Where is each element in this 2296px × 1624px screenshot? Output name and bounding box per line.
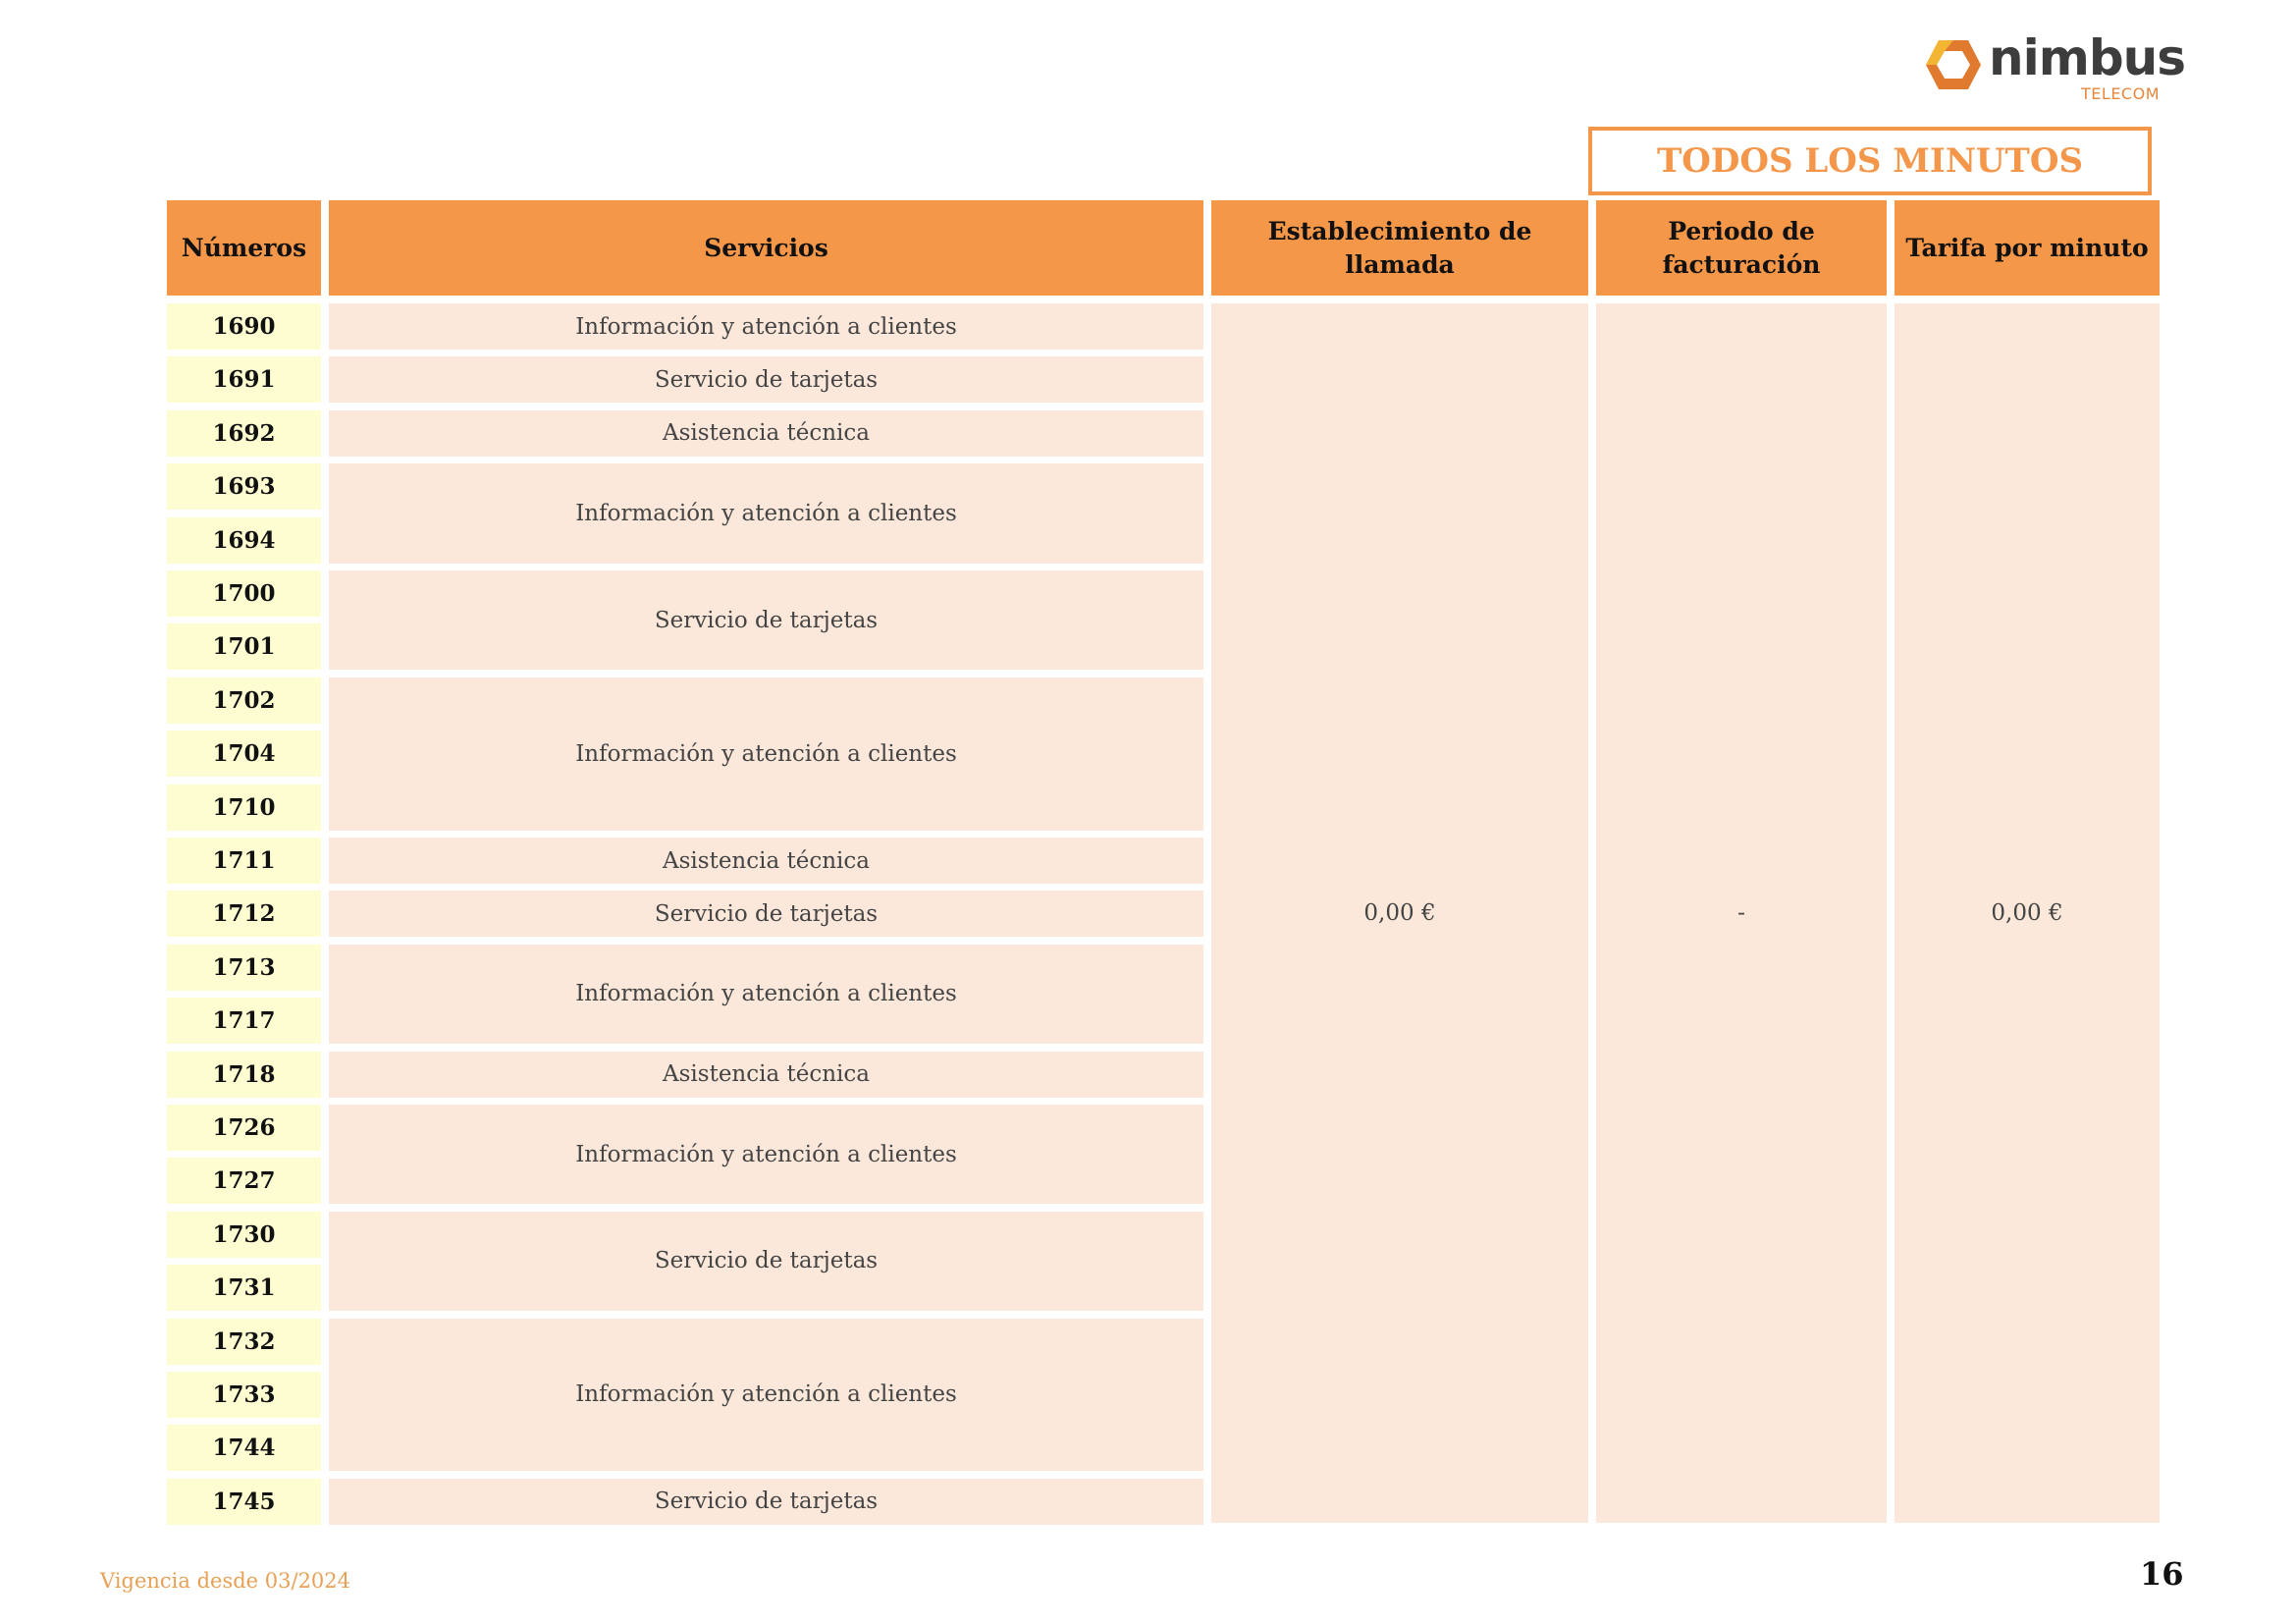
service-cell: Información y atención a clientes xyxy=(329,463,1203,563)
service-cell: Servicio de tarjetas xyxy=(329,1212,1203,1311)
number-cell: 1730 xyxy=(167,1212,321,1258)
number-cell: 1711 xyxy=(167,838,321,884)
service-cell: Información y atención a clientes xyxy=(329,945,1203,1044)
header-establecimiento: Establecimiento de llamada xyxy=(1211,200,1588,296)
logo-sub-text: TELECOM xyxy=(2081,84,2160,103)
number-cell: 1700 xyxy=(167,570,321,617)
rate-banner: TODOS LOS MINUTOS xyxy=(1588,127,2152,195)
number-cell: 1710 xyxy=(167,785,321,831)
service-cell: Asistencia técnica xyxy=(329,1052,1203,1098)
logo-brand-text: nimbus xyxy=(1989,29,2185,86)
service-cell: Asistencia técnica xyxy=(329,838,1203,884)
header-periodo: Periodo de facturación xyxy=(1596,200,1887,296)
number-cell: 1712 xyxy=(167,891,321,937)
number-cell: 1727 xyxy=(167,1158,321,1204)
hexagon-logo-icon xyxy=(1924,37,1983,92)
number-cell: 1690 xyxy=(167,303,321,350)
vigencia-note: Vigencia desde 03/2024 xyxy=(100,1569,351,1593)
number-cell: 1717 xyxy=(167,998,321,1044)
number-cell: 1694 xyxy=(167,517,321,564)
establecimiento-value: 0,00 € xyxy=(1211,303,1588,1523)
service-cell: Información y atención a clientes xyxy=(329,677,1203,831)
number-cell: 1733 xyxy=(167,1372,321,1418)
service-cell: Información y atención a clientes xyxy=(329,1319,1203,1472)
number-cell: 1702 xyxy=(167,677,321,724)
number-cell: 1745 xyxy=(167,1479,321,1525)
service-cell: Servicio de tarjetas xyxy=(329,356,1203,403)
page-number: 16 xyxy=(2140,1555,2184,1593)
number-cell: 1693 xyxy=(167,463,321,510)
company-logo xyxy=(1924,29,2185,108)
header-numeros: Números xyxy=(167,200,321,296)
service-cell: Información y atención a clientes xyxy=(329,1105,1203,1204)
service-cell: Servicio de tarjetas xyxy=(329,570,1203,670)
periodo-value: - xyxy=(1596,303,1887,1523)
number-cell: 1701 xyxy=(167,623,321,670)
number-cell: 1726 xyxy=(167,1105,321,1151)
number-cell: 1691 xyxy=(167,356,321,403)
header-servicios: Servicios xyxy=(329,200,1203,296)
service-cell: Información y atención a clientes xyxy=(329,303,1203,350)
number-cell: 1744 xyxy=(167,1425,321,1471)
number-cell: 1718 xyxy=(167,1052,321,1098)
service-cell: Servicio de tarjetas xyxy=(329,1479,1203,1525)
number-cell: 1713 xyxy=(167,945,321,991)
service-cell: Asistencia técnica xyxy=(329,410,1203,457)
number-cell: 1731 xyxy=(167,1265,321,1311)
header-tarifa: Tarifa por minuto xyxy=(1895,200,2160,296)
number-cell: 1704 xyxy=(167,731,321,777)
tarifa-value: 0,00 € xyxy=(1895,303,2160,1523)
service-cell: Servicio de tarjetas xyxy=(329,891,1203,937)
number-cell: 1732 xyxy=(167,1319,321,1365)
number-cell: 1692 xyxy=(167,410,321,457)
